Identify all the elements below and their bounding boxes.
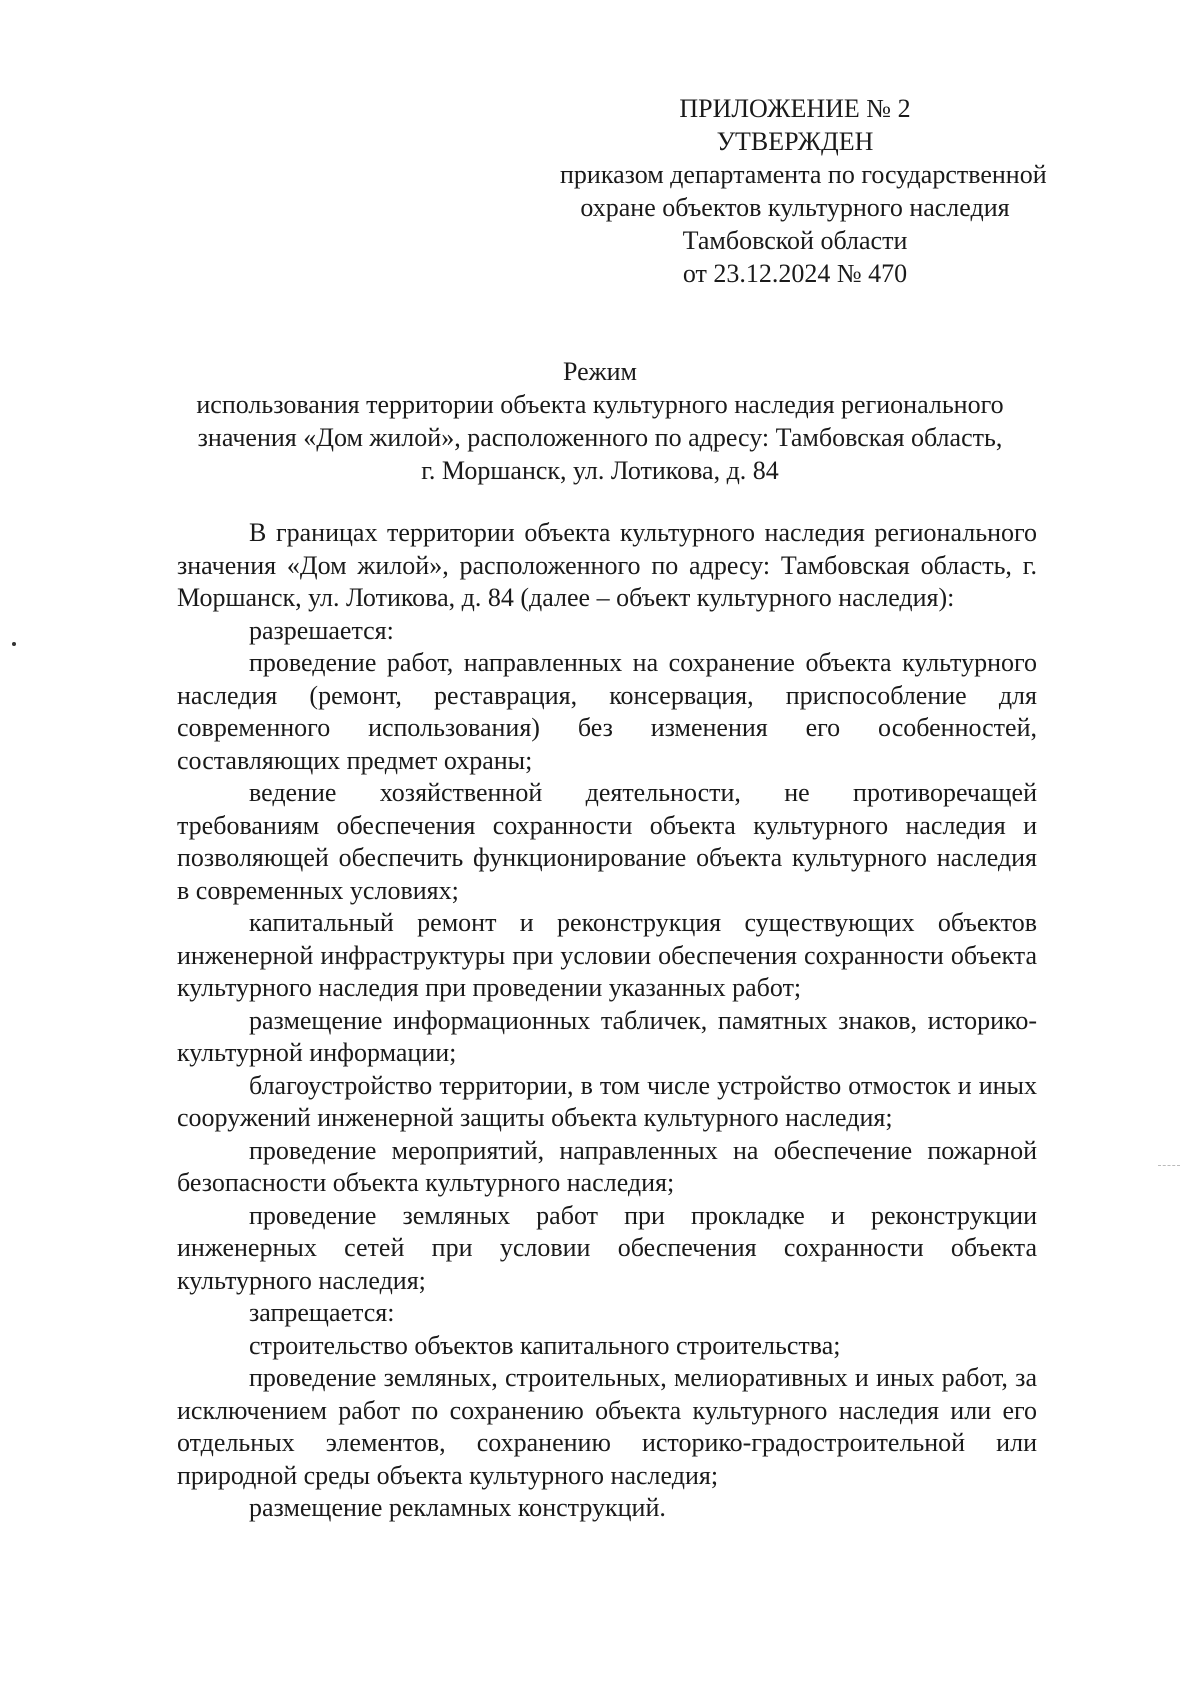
approval-block — [560, 92, 1047, 290]
approval-date-number: от 23.12.2024 № 470 — [682, 259, 908, 288]
appendix-number: ПРИЛОЖЕНИЕ № 2 — [679, 94, 911, 123]
forbidden-item: строительство объектов капитального строительства; — [249, 1330, 841, 1360]
approval-order-line-3: Тамбовской области — [682, 226, 908, 255]
approval-order-line-1: приказом департамента по государственной — [560, 160, 1047, 189]
allowed-item: размещение информационных табличек, памятных знаков, историко-культурной информации; — [177, 1005, 1037, 1067]
allowed-item: проведение земляных работ при прокладке и реконструкции инженерных сетей при условии обеспечения сохранности объекта культурного наследия; — [177, 1200, 1037, 1295]
scan-speck — [12, 642, 16, 646]
approved-label: УТВЕРЖДЕН — [716, 127, 874, 156]
forbidden-heading: запрещается: — [249, 1298, 395, 1327]
document-title — [175, 355, 1025, 487]
allowed-item: благоустройство территории, в том числе устройство отмосток и иных сооружений инженерной защиты объекта культурного наследия; — [177, 1070, 1037, 1132]
scan-mark — [1158, 1165, 1180, 1168]
allowed-item: капитальный ремонт и реконструкция существующих объектов инженерной инфраструктуры при условии обеспечения сохранности объекта культурного наследия при проведении указанных работ; — [177, 908, 1037, 1002]
forbidden-item: проведение земляных, строительных, мелиоративных и иных работ, за исключением работ по сохранению объекта культурного наследия или его отдельных элементов, сохранению историко-градостроительной или природной среды объекта культурного наследия; — [177, 1363, 1037, 1490]
allowed-item: проведение работ, направленных на сохранение объекта культурного наследия (ремонт, реставрация, консервация, приспособление для современного использования) без изменения его особенностей, составляющих предмет охраны; — [177, 648, 1037, 775]
document-body — [177, 517, 1037, 1525]
allowed-item: проведение мероприятий, направленных на обеспечение пожарной безопасности объекта культурного наследия; — [177, 1135, 1037, 1197]
allowed-item: ведение хозяйственной деятельности, не противоречащей требованиям обеспечения сохранности объекта культурного наследия и позволяющей обеспечить функционирование объекта культурного наследия в современных условиях; — [177, 778, 1037, 905]
forbidden-item: размещение рекламных конструкций. — [249, 1493, 666, 1522]
allowed-heading: разрешается: — [249, 615, 394, 645]
approval-order-line-2: охране объектов культурного наследия — [580, 193, 1010, 222]
title-line-1: использования территории объекта культурного наследия регионального — [196, 390, 1004, 419]
intro-paragraph: В границах территории объекта культурного наследия регионального значения «Дом жилой», расположенного по адресу: Тамбовская область, г. Моршанск, ул. Лотикова, д. 84 (далее – объект культурного наследия): — [177, 518, 1037, 612]
title-line-2: значения «Дом жилой», расположенного по адресу: Тамбовская область, — [197, 423, 1003, 452]
title-line-3: г. Моршанск, ул. Лотикова, д. 84 — [421, 456, 779, 485]
title-heading: Режим — [563, 357, 637, 386]
